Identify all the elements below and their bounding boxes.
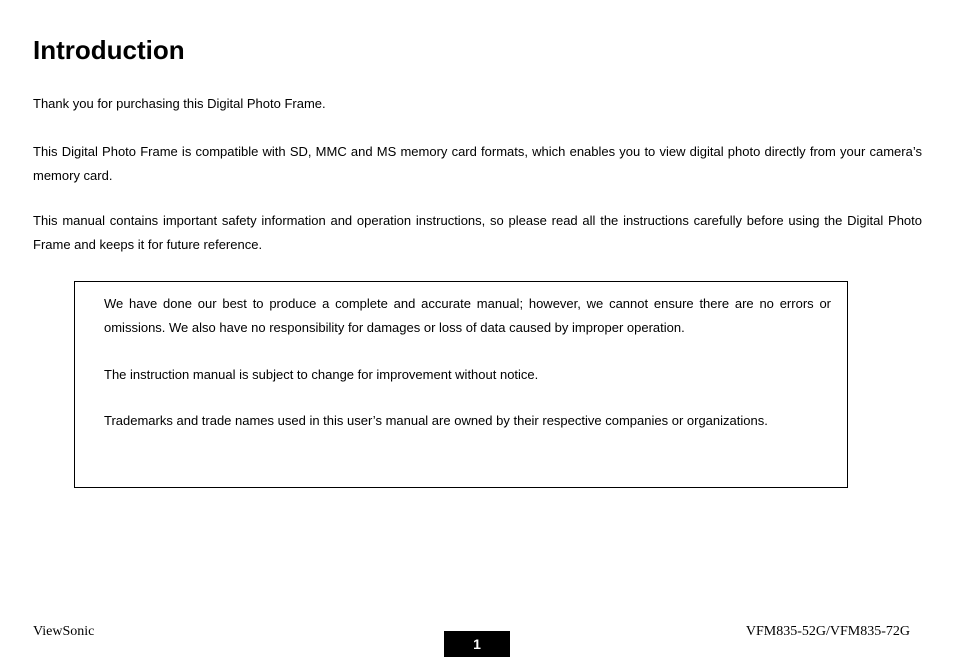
disclaimer-change-notice: The instruction manual is subject to change for improvement without notice. [104, 367, 539, 382]
disclaimer-accuracy: We have done our best to produce a complete and accurate manual; however, we cannot ensure there are no errors or omissions. We also have no responsibility for damages or loss of data caused by improper operation. [104, 296, 831, 335]
intro-paragraph-safety: This manual contains important safety information and operation instructions, so please read all the instructions carefully before using the Digital Photo Frame and keeps it for future reference. [33, 213, 922, 252]
footer-model: VFM835-52G/VFM835-72G [745, 624, 910, 639]
footer-brand: ViewSonic [33, 624, 95, 639]
disclaimer-box [74, 281, 848, 488]
page-title: Introduction [33, 35, 185, 65]
disclaimer-trademarks: Trademarks and trade names used in this user’s manual are owned by their respective companies or organizations. [104, 413, 768, 428]
page-number-badge: 1 [444, 631, 510, 657]
intro-paragraph-thanks: Thank you for purchasing this Digital Photo Frame. [33, 96, 326, 111]
intro-paragraph-compatibility: This Digital Photo Frame is compatible with SD, MMC and MS memory card formats, which enables you to view digital photo directly from your camera’s memory card. [33, 144, 922, 183]
